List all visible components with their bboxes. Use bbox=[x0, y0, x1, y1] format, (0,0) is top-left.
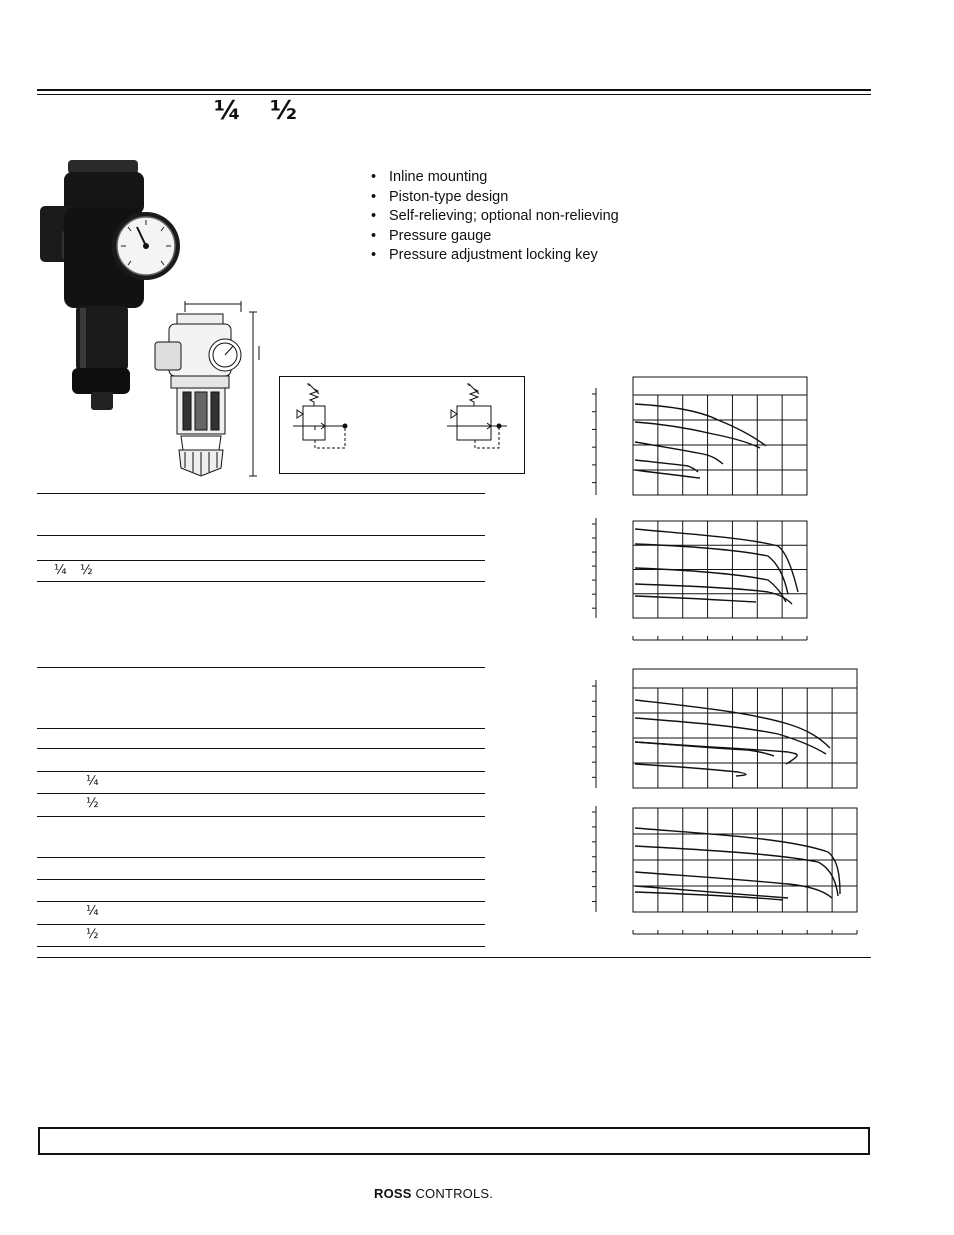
dimension-drawing bbox=[155, 300, 270, 480]
table-a-rule bbox=[37, 581, 485, 582]
header-rule-bottom bbox=[37, 94, 871, 95]
feature-item: • Inline mounting bbox=[371, 168, 619, 188]
table-b-cell: ¼ bbox=[86, 774, 99, 789]
table-a-cell: ½ bbox=[80, 563, 93, 578]
brand-regular: CONTROLS. bbox=[411, 1186, 494, 1201]
flow-chart-1 bbox=[588, 376, 808, 496]
flow-chart-3 bbox=[588, 668, 860, 790]
table-b-rule bbox=[37, 748, 485, 749]
chart-curve bbox=[635, 422, 760, 448]
table-a-top-rule bbox=[37, 493, 485, 494]
feature-item: • Pressure adjustment locking key bbox=[371, 246, 619, 266]
brand-bold: ROSS bbox=[374, 1186, 412, 1201]
table-b-rule bbox=[37, 816, 485, 817]
section-bottom-rule bbox=[37, 957, 871, 958]
title-size-2: ½ bbox=[270, 96, 297, 126]
table-c-rule bbox=[37, 946, 485, 947]
features-list bbox=[371, 168, 619, 266]
chart-curve bbox=[635, 764, 746, 776]
table-c-rule bbox=[37, 924, 485, 925]
chart-curve bbox=[635, 742, 797, 764]
table-b-rule bbox=[37, 728, 485, 729]
table-b-cell: ½ bbox=[86, 796, 99, 811]
header-rule-top bbox=[37, 89, 871, 91]
feature-item: • Piston-type design bbox=[371, 188, 619, 208]
table-c-rule bbox=[37, 857, 485, 858]
chart-curve bbox=[635, 470, 700, 478]
table-a-rule bbox=[37, 560, 485, 561]
pneumatic-symbols bbox=[279, 376, 525, 474]
chart-curve bbox=[635, 404, 766, 446]
flow-chart-4 bbox=[588, 806, 860, 936]
table-c-cell: ½ bbox=[86, 927, 99, 942]
title-size-1: ¼ bbox=[214, 96, 241, 126]
table-a-rule bbox=[37, 535, 485, 536]
table-b-rule bbox=[37, 771, 485, 772]
footer-box bbox=[38, 1127, 870, 1155]
brand-logo bbox=[374, 1186, 493, 1201]
feature-item: • Pressure gauge bbox=[371, 227, 619, 247]
flow-chart-2 bbox=[588, 512, 808, 647]
table-c-rule bbox=[37, 901, 485, 902]
table-c-rule bbox=[37, 879, 485, 880]
chart-curve bbox=[635, 596, 756, 602]
feature-item: • Self-relieving; optional non-relieving bbox=[371, 207, 619, 227]
table-c-cell: ¼ bbox=[86, 904, 99, 919]
table-a-cell: ¼ bbox=[54, 563, 67, 578]
table-b-top-rule bbox=[37, 667, 485, 668]
table-b-rule bbox=[37, 793, 485, 794]
